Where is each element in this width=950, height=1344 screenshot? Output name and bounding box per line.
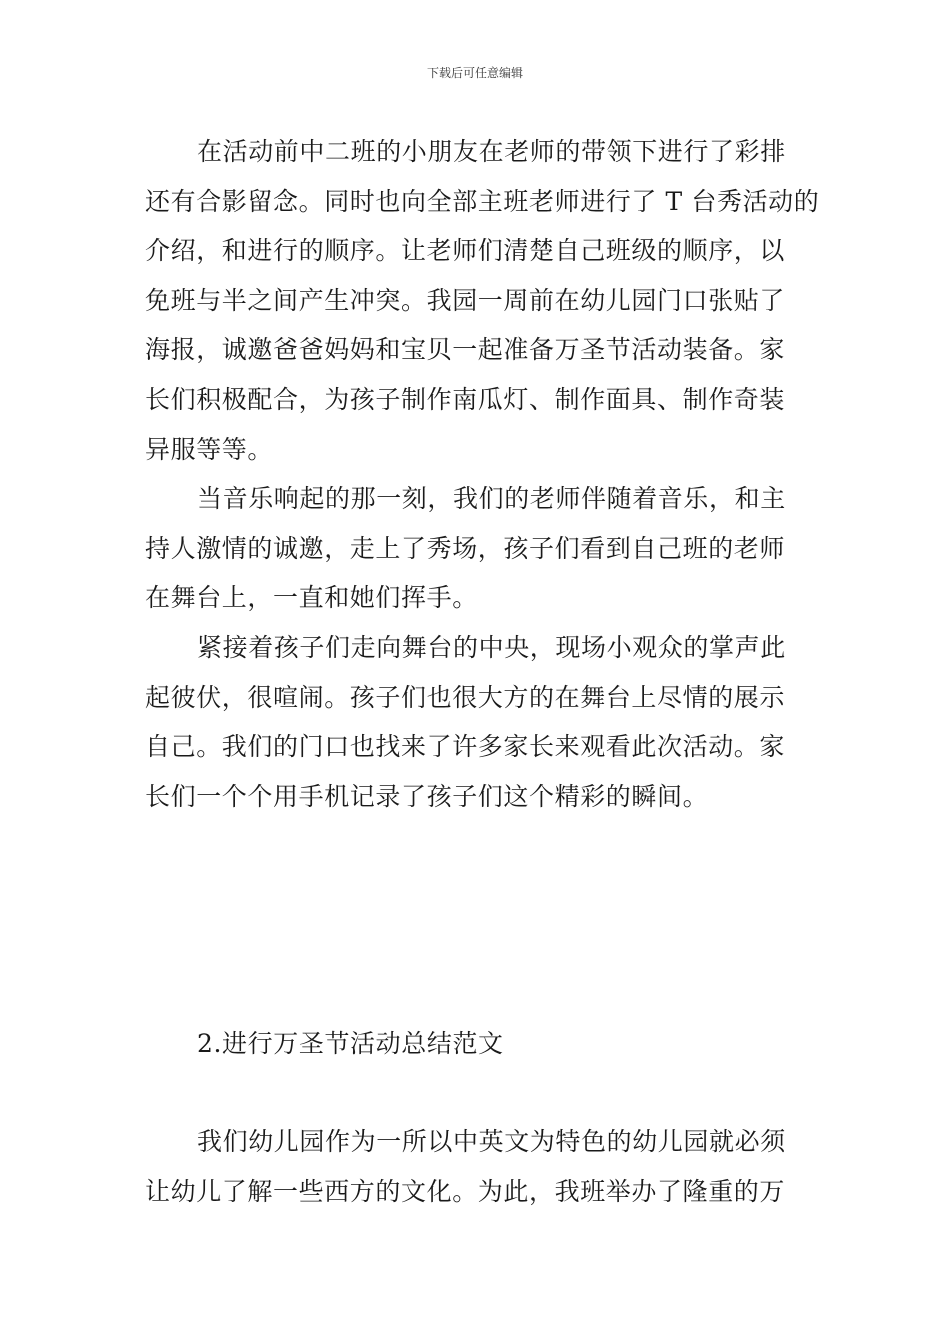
page-header-note: 下载后可任意编辑 xyxy=(426,66,523,80)
text-line: 在活动前中二班的小朋友在老师的带领下进行了彩排 xyxy=(197,137,786,166)
text-line: 介绍，和进行的顺序。让老师们清楚自己班级的顺序，以 xyxy=(145,236,786,266)
text-line: 免班与半之间产生冲突。我园一周前在幼儿园门口张贴了 xyxy=(145,285,786,315)
text-line: 海报，诚邀爸爸妈妈和宝贝一起准备万圣节活动装备。家 xyxy=(145,335,786,365)
text-line: 在舞台上，一直和她们挥手。 xyxy=(145,583,478,613)
text-line: 长们一个个用手机记录了孩子们这个精彩的瞬间。 xyxy=(145,781,709,811)
document-body xyxy=(145,127,820,1216)
text-line: 自己。我们的门口也找来了许多家长来观看此次活动。家 xyxy=(145,732,786,762)
paragraph-intro xyxy=(145,1117,810,1216)
text-line: 我们幼儿园作为一所以中英文为特色的幼儿园就必须 xyxy=(197,1126,786,1156)
paragraph-stage xyxy=(145,623,810,821)
paragraph-music xyxy=(145,474,810,623)
text-line: 长们积极配合，为孩子制作南瓜灯、制作面具、制作奇装 xyxy=(145,384,786,414)
text-line: 让幼儿了解一些西方的文化。为此，我班举办了隆重的万 xyxy=(145,1176,786,1206)
text-line: 异服等等。 xyxy=(145,434,274,464)
paragraph-rehearsal xyxy=(145,127,820,474)
spacer xyxy=(145,1069,810,1117)
text-line: 持人激情的诚邀，走上了秀场，孩子们看到自己班的老师 xyxy=(145,533,786,563)
text-line: 紧接着孩子们走向舞台的中央，现场小观众的掌声此 xyxy=(197,632,786,662)
section-heading: 2.进行万圣节活动总结范文 xyxy=(197,1029,504,1059)
text-line: 起彼伏，很喧闹。孩子们也很大方的在舞台上尽情的展示 xyxy=(145,682,786,712)
spacer xyxy=(145,821,810,1019)
text-line: 当音乐响起的那一刻，我们的老师伴随着音乐，和主 xyxy=(197,484,786,514)
text-line: 还有合影留念。同时也向全部主班老师进行了 T 台秀活动的 xyxy=(145,186,820,216)
